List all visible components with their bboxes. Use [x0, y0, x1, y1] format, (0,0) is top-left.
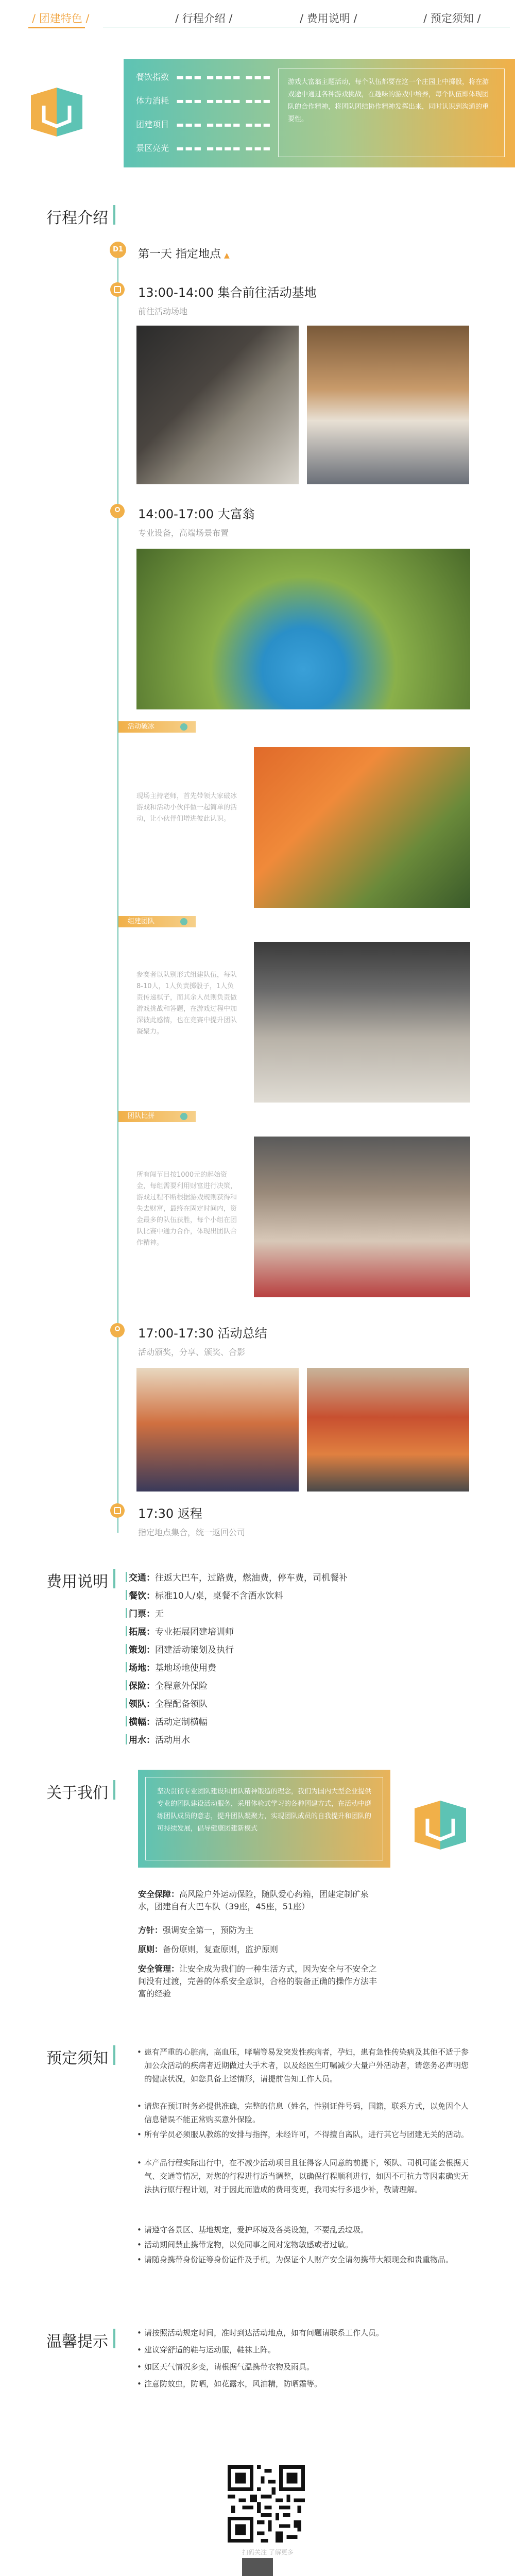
fee-value: 专业拓展团建培训师 — [155, 1627, 234, 1637]
fee-key: 策划： — [129, 1645, 155, 1655]
section-title-bar — [113, 1780, 115, 1800]
about-box — [138, 1770, 390, 1868]
section-title-bar — [113, 1569, 115, 1588]
about-value: 高风险户外运动保险，随队爱心药箱，团建定制矿泉水，团建自有大巴车队（39座，45座，51座） — [138, 1889, 369, 1911]
section-title-about — [46, 1780, 108, 1803]
section-title-text: 费用说明 — [46, 1573, 108, 1591]
about-value: 强调安全第一，预防为主 — [163, 1925, 254, 1935]
event-subtitle: 指定地点集合，统一返回公司 — [138, 1528, 246, 1537]
booking-item: • 请遵守各景区、基地规定，爱护环境及各类设施，不要乱丢垃圾。 — [144, 2223, 474, 2236]
day-title — [138, 245, 230, 261]
tag-label: 活动破冰 — [128, 723, 155, 731]
fee-item — [129, 1606, 164, 1619]
about-key: 安全保障： — [138, 1889, 180, 1899]
fee-value: 标准10人/桌，桌餐不含酒水饮料 — [155, 1591, 283, 1601]
photo-summary-2 — [307, 1368, 469, 1492]
photo-venue-hall — [136, 326, 299, 484]
fee-marker — [126, 1590, 127, 1600]
fee-item — [129, 1679, 208, 1691]
section-title-fees — [46, 1569, 108, 1591]
photo-summary-1 — [136, 1368, 299, 1492]
photo-venue-ballroom — [307, 326, 469, 484]
clock-icon — [110, 282, 125, 297]
fee-value: 活动定制横幅 — [155, 1717, 208, 1727]
location-pin-icon — [110, 504, 125, 518]
about-value: 让安全成为我们的一种生活方式，因为安全与不安全之间没有过渡，完善的体系安全意识，合格的装备正确的操作方法丰富的经验 — [138, 1964, 377, 1998]
hero-row-food — [136, 71, 271, 82]
booking-item: • 请随身携带身份证等身份证件及手机，为保证个人财产安全请勿携带大额现金和贵重物品。 — [144, 2253, 474, 2266]
event-subtitle: 专业设备，高端场景布置 — [138, 528, 229, 538]
nav-active-underline — [28, 27, 85, 28]
day-title-text: 第一天 指定地点 — [138, 248, 221, 261]
fee-value: 全程意外保险 — [155, 1681, 208, 1691]
fee-item — [129, 1588, 283, 1601]
about-key: 安全管理： — [138, 1964, 180, 1974]
section-title-tips — [46, 2329, 108, 2351]
fee-key: 餐饮： — [129, 1591, 155, 1601]
hero-row-dots: ▬▬▬ ▬▬▬▬ ▬▬▬ — [176, 120, 272, 129]
brand-logo-icon — [28, 85, 85, 142]
fee-marker — [126, 1734, 127, 1744]
nav-tab-fees[interactable]: / 费用说明 / — [300, 12, 357, 25]
back-to-top-button[interactable] — [242, 2558, 273, 2576]
hero-ratings — [124, 59, 272, 167]
timeline-line — [117, 245, 118, 1533]
tag-description: 参赛者以队别形式组建队伍，每队8-10人，1人负责掷骰子，1人负责传递棋子，而其余人员则负责做游戏挑战和答题，在游戏过程中加深彼此感情，也在竞赛中提升团队凝聚力。 — [136, 971, 237, 1036]
fee-item — [129, 1624, 234, 1637]
fee-key: 用水： — [129, 1735, 155, 1745]
fee-marker — [126, 1698, 127, 1708]
hero-row-project — [136, 118, 271, 130]
booking-item: • 所有学员必须服从教练的安排与指挥，未经许可，不得擅自离队，进行其它与团建无关的活动。 — [144, 2128, 474, 2141]
fee-value: 往返大巴车，过路费，燃油费，停车费，司机餐补 — [155, 1573, 348, 1583]
tips-item: • 建议穿舒适的鞋与运动服，鞋袜上阵。 — [144, 2343, 474, 2357]
photo-form-team — [254, 942, 470, 1103]
fee-key: 领队： — [129, 1699, 155, 1709]
fee-value: 活动用水 — [155, 1735, 190, 1745]
hero-band — [124, 59, 515, 167]
location-pin-icon — [110, 1323, 125, 1337]
fee-item — [129, 1570, 348, 1583]
about-management — [138, 1963, 380, 2000]
about-value: 备份原则，复查原则，监护原则 — [163, 1944, 279, 1954]
fee-marker — [126, 1608, 127, 1618]
section-title-bar — [113, 2329, 115, 2348]
section-title-booking — [46, 2045, 108, 2068]
hero-row-label: 团建项目 — [136, 120, 169, 129]
fee-value: 基地场地使用费 — [155, 1663, 216, 1673]
top-nav — [0, 0, 515, 30]
fee-value: 无 — [155, 1609, 164, 1619]
fee-value: 团建活动策划及执行 — [155, 1645, 234, 1655]
booking-item: • 患有严重的心脏病，高血压，哮喘等易发突发性疾病者，孕妇，患有急性传染病及其他不适于参加公众活动的疾病者近期做过大手术者，以及经医生叮嘱减少大量户外活动者，请您务必声明您的健康状况，如您具备上述情形，请提前告知工作人员。 — [144, 2045, 474, 2086]
fee-marker — [126, 1626, 127, 1636]
event-time: 13:00-14:00 集合前往活动基地 — [138, 285, 317, 300]
triangle-icon: ▲ — [224, 251, 230, 260]
nav-tab-itinerary[interactable]: / 行程介绍 / — [175, 12, 233, 25]
section-title-text: 行程介绍 — [46, 209, 108, 227]
fee-marker — [126, 1680, 127, 1690]
tag-description: 现场主持老师，首先带领大家破冰游戏和活动小伙伴做一起简单的活动，让小伙伴们增进彼此认识。 — [136, 792, 237, 823]
about-safety — [138, 1888, 380, 1913]
fee-item — [129, 1697, 208, 1709]
day-badge: D1 — [110, 242, 126, 258]
section-title-text: 温馨提示 — [46, 2333, 108, 2351]
booking-item: • 请您在预订时务必提供准确，完整的信息（姓名，性别证件号码，国籍，联系方式，以免因个人信息错误不能正常购买意外保险。 — [144, 2099, 474, 2126]
section-title-text: 关于我们 — [46, 1784, 108, 1802]
tag-icebreak — [118, 721, 196, 733]
tips-item: • 注意防蚊虫，防晒，如花露水，风油精，防晒霜等。 — [144, 2377, 474, 2391]
section-title-bar — [113, 2045, 115, 2065]
hero-row-label: 景区亮光 — [136, 143, 169, 153]
hero-row-highlight — [136, 142, 271, 154]
hero-row-stamina — [136, 94, 271, 106]
hero-row-dots: ▬▬▬ ▬▬▬▬ ▬▬▬ — [176, 72, 272, 82]
tag-description: 所有闯节目按1000元的起始资金，每组需要利用财富进行决策，游戏过程不断根据游戏规则获得和失去财富，最终在固定时间内，资金最多的队伍获胜，每个小组在团队比赛中通力合作，体现出团队合作精神。 — [136, 1171, 237, 1247]
photo-icebreak — [254, 747, 470, 908]
event-subtitle: 前往活动场地 — [138, 307, 188, 316]
hero-row-label: 体力消耗 — [136, 96, 169, 106]
tag-dot-icon — [180, 723, 187, 731]
fee-item — [129, 1642, 234, 1655]
booking-item: • 活动期间禁止携带宠物，以免同事之间对宠物敏感或者过敏。 — [144, 2238, 474, 2251]
fee-value: 全程配备领队 — [155, 1699, 208, 1709]
tips-item: • 如区天气情况多变，请根据气温携带衣物及雨具。 — [144, 2360, 474, 2374]
fee-key: 横幅： — [129, 1717, 155, 1727]
tag-team-battle — [118, 1111, 196, 1122]
tag-form-team — [118, 916, 196, 927]
nav-tab-features[interactable]: / 团建特色 / — [32, 12, 90, 25]
fee-key: 拓展： — [129, 1627, 155, 1637]
hero-row-label: 餐饮指数 — [136, 72, 169, 82]
about-key: 方针： — [138, 1925, 163, 1935]
fee-key: 门票： — [129, 1609, 155, 1619]
fee-item — [129, 1733, 190, 1745]
fee-key: 场地： — [129, 1663, 155, 1673]
tips-item: • 请按照活动规定时间，准时到达活动地点，如有问题请联系工作人员。 — [144, 2326, 474, 2340]
photo-team-battle — [254, 1137, 470, 1297]
hero-row-dots: ▬▬▬ ▬▬▬▬ ▬▬▬ — [176, 143, 272, 153]
about-principle — [138, 1943, 380, 1956]
fee-marker — [126, 1662, 127, 1672]
tag-dot-icon — [180, 1113, 187, 1120]
fee-key: 交通： — [129, 1573, 155, 1583]
qr-caption: 扫码关注 了解更多 — [242, 2549, 294, 2556]
nav-tab-booking[interactable]: / 预定须知 / — [423, 12, 481, 25]
fee-item — [129, 1715, 208, 1727]
about-policy — [138, 1924, 380, 1937]
fee-key: 保险： — [129, 1681, 155, 1691]
fee-marker — [126, 1716, 127, 1726]
fee-marker — [126, 1572, 127, 1582]
tag-label: 组建团队 — [128, 918, 155, 925]
fee-item — [129, 1660, 216, 1673]
photo-monopoly-game — [136, 549, 470, 709]
fee-marker — [126, 1644, 127, 1654]
tag-label: 团队比拼 — [128, 1112, 155, 1120]
hero-row-dots: ▬▬▬ ▬▬▬▬ ▬▬▬ — [176, 96, 272, 106]
about-key: 原则： — [138, 1944, 163, 1954]
qr-code-icon — [228, 2465, 305, 2543]
event-time: 17:00-17:30 活动总结 — [138, 1326, 267, 1341]
section-title-itinerary — [46, 205, 108, 228]
brand-logo-icon — [412, 1798, 469, 1855]
tag-dot-icon — [180, 918, 187, 925]
hero-description: 游戏大富翁主题活动，每个队伍都要在这一个庄园上中掷骰，将在游戏途中通过各种游戏挑战，在趣味的游戏中培养，每个队伍即体现团队的合作精神，将团队团结协作精神发挥出来，同时认识到沟通的重要性。 — [278, 69, 505, 157]
booking-item: • 本产品行程实际出行中，在不减少活动项目且征得客人同意的前提下，领队、司机可能会根据天气、交通等情况，对您的行程进行适当调整，以确保行程顺利进行，如因不可抗力等因素确实无法执行原行程计划，对于因此而造成的费用变更，我司实行多退少补，敬请理解。 — [144, 2156, 474, 2196]
about-description: 坚决贯彻专业团队建设和团队精神锻造的理念，我们为国内大型企业提供专业的团队建设活动服务，采用体验式学习的各种团建方式，在活动中磨练团队成员的意志，提升团队凝聚力，实现团队成员的自我提升和团队的可持续发展，倡导健康团建新模式 — [145, 1777, 383, 1860]
event-time: 17:30 返程 — [138, 1506, 202, 1521]
event-subtitle: 活动颁奖，分享、颁奖、合影 — [138, 1347, 246, 1357]
event-time: 14:00-17:00 大富翁 — [138, 507, 255, 521]
section-title-text: 预定须知 — [46, 2049, 108, 2067]
clock-icon — [110, 1503, 125, 1518]
section-title-bar — [113, 205, 115, 225]
